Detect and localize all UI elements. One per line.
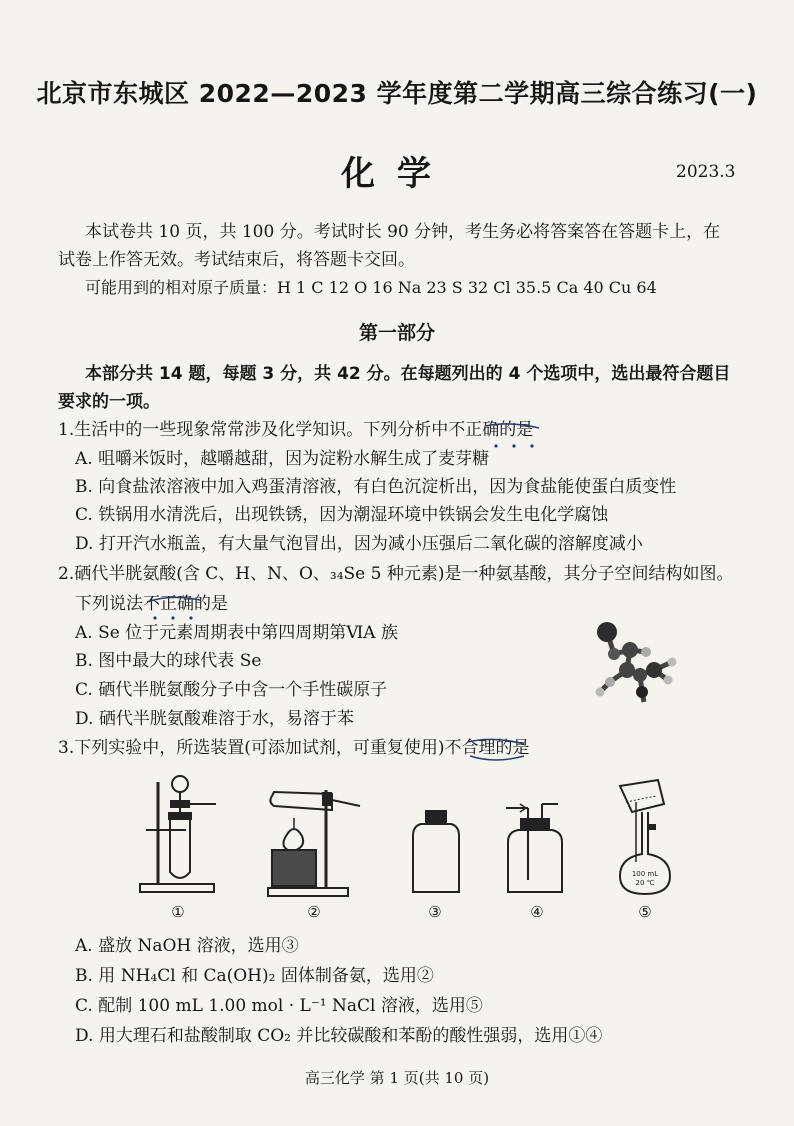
q2-option-b: B. 图中最大的球代表 Se [75,651,262,671]
q3-stem: 3.下列实验中，所选装置(可添加试剂，可重复使用)不合理的是 [58,738,530,758]
q2-stem-line-1: 2.硒代半胱氨酸(含 C、H、N、O、₃₄Se 5 种元素)是一种氨基酸，其分子空间结构如图。 [58,564,734,584]
q3-option-b: B. 用 NH₄Cl 和 Ca(OH)₂ 固体制备氨，选用② [75,966,434,986]
apparatus-label-5: ⑤ [638,903,652,921]
apparatus-label-1: ① [171,903,185,921]
apparatus-label-2: ② [307,903,321,921]
q2-option-c: C. 硒代半胱氨酸分子中含一个手性碳原子 [75,680,388,700]
q3-option-a: A. 盛放 NaOH 溶液，选用③ [75,936,299,956]
q1-stem: 1.生活中的一些现象常常涉及化学知识。下列分析中不正确的是 [58,420,534,440]
apparatus-5-figure [612,772,692,898]
q3-option-c: C. 配制 100 mL 1.00 mol · L⁻¹ NaCl 溶液，选用⑤ [75,996,483,1016]
atomic-masses: 可能用到的相对原子质量：H 1 C 12 O 16 Na 23 S 32 Cl 35.5 Ca 40 Cu 64 [85,278,657,297]
q1-option-d: D. 打开汽水瓶盖，有大量气泡冒出，因为减小压强后二氧化碳的溶解度减小 [75,534,643,554]
subject-title: 化学 [341,154,453,194]
apparatus-1-figure [138,772,218,894]
part-heading: 第一部分 [358,322,435,344]
q1-handwritten-mark [484,424,544,448]
apparatus-label-3: ③ [428,903,442,921]
q2-option-a: A. Se 位于元素周期表中第四周期第ⅥA 族 [75,623,398,643]
apparatus-3-figure [411,808,461,896]
q2-option-d: D. 硒代半胱氨酸难溶于水，易溶于苯 [75,709,354,729]
intro-line-2: 试卷上作答无效。考试结束后，将答题卡交回。 [58,250,415,270]
part-instruction-1: 本部分共 14 题，每题 3 分，共 42 分。在每题列出的 4 个选项中，选出最符合题目 [85,364,731,384]
page-footer: 高三化学 第 1 页(共 10 页) [304,1069,490,1087]
q2-handwritten-mark [145,594,205,620]
q3-option-d: D. 用大理石和盐酸制取 CO₂ 并比较碳酸和苯酚的酸性强弱，选用①④ [75,1026,603,1046]
molecule-model-figure [582,612,692,702]
q1-option-b: B. 向食盐浓溶液中加入鸡蛋清溶液，有白色沉淀析出，因为食盐能使蛋白质变性 [75,477,677,497]
exam-date: 2023.3 [676,162,736,182]
q1-option-c: C. 铁锅用水清洗后，出现铁锈，因为潮湿环境中铁锅会发生电化学腐蚀 [75,505,609,525]
apparatus-2-figure [266,782,362,898]
flask-label-temp: 20 ℃ [635,879,655,887]
apparatus-label-4: ④ [530,903,544,921]
q2-stem-line-2: 下列说法不正确的是 [75,594,228,614]
q3-handwritten-mark [466,738,528,764]
exam-title: 北京市东城区 2022—2023 学年度第二学期高三综合练习(一) [36,79,758,108]
q1-option-a: A. 咀嚼米饭时，越嚼越甜，因为淀粉水解生成了麦芽糖 [75,449,490,469]
flask-label-volume: 100 mL [631,870,659,878]
intro-line-1: 本试卷共 10 页，共 100 分。考试时长 90 分钟，考生务必将答案答在答题卡上，在 [85,222,721,242]
apparatus-4-figure [500,800,570,896]
part-instruction-2: 要求的一项。 [58,392,160,412]
selenium-atom [597,622,617,642]
